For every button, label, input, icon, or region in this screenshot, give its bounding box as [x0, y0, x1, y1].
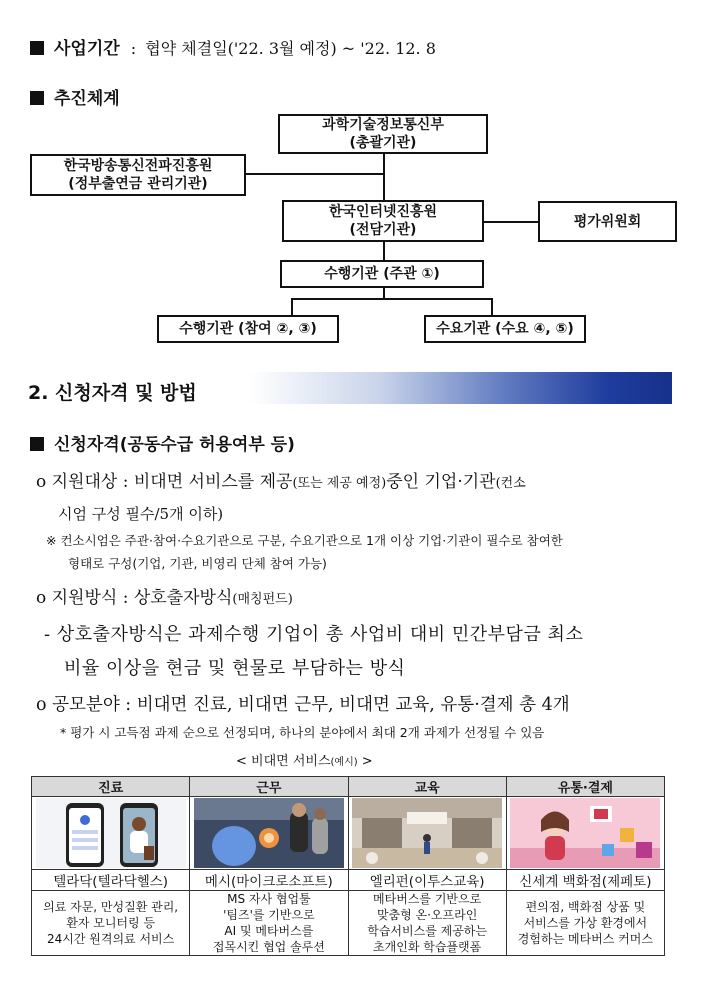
org-heading [30, 84, 120, 109]
table-desc-row [32, 891, 665, 956]
table-name-row [32, 870, 665, 891]
service-desc [348, 891, 506, 956]
service-name: 텔라닥(텔라닥헬스) [32, 870, 190, 891]
desc-line: 환자 모니터링 등 [66, 916, 156, 930]
table-header: 유통·결제 [506, 777, 664, 797]
teladoc-app-image [36, 798, 186, 868]
target-line-2: 시엄 구성 필수/5개 이하) [58, 505, 224, 523]
fields-line: ο 공모분야 : 비대면 진료, 비대면 근무, 비대면 교육, 유통·결제 총 4개 [36, 695, 570, 715]
desc-line: AI 및 메타버스를 [224, 924, 314, 938]
square-bullet-icon [30, 91, 44, 105]
org-box-nipa-name: 한국인터넷진흥원 [328, 204, 438, 220]
table-header-row [32, 777, 665, 797]
desc-line: 24시간 원격의료 서비스 [47, 932, 175, 946]
connector-line [383, 153, 385, 201]
table-caption [236, 750, 373, 769]
service-desc [506, 891, 664, 956]
org-box-kca-role: (정부출연금 관리기관) [68, 176, 208, 192]
org-box-eval-name: 평가위원회 [573, 213, 642, 230]
table-header: 근무 [190, 777, 348, 797]
square-bullet-icon [30, 437, 44, 451]
note-consortium-1: ※ 컨소시엄은 주관·참여·수요기관으로 구분, 수요기관으로 1개 이상 기업·기관이 필수로 참여한 [46, 533, 563, 548]
connector-line [245, 173, 384, 175]
method-desc-2: 비율 이상을 현금 및 현물로 부담하는 방식 [64, 658, 406, 679]
service-name: 신세계 백화점(제페토) [506, 870, 664, 891]
desc-line: 서비스를 가상 환경에서 [523, 916, 648, 930]
org-box-eval [538, 201, 677, 242]
target-note: (또는 제공 예정) [292, 476, 387, 491]
desc-line: 의료 자문, 만성질환 관리, [43, 900, 179, 914]
desc-line: 메타버스를 기반으로 [373, 892, 482, 906]
org-box-demand [424, 315, 586, 343]
org-box-nipa-role: (전담기관) [349, 222, 417, 238]
desc-line: 편의점, 백화점 상품 및 [525, 900, 646, 914]
connector-line [482, 221, 539, 223]
service-desc [32, 891, 190, 956]
zepeto-shinsegae-image [510, 798, 660, 868]
desc-line: 초개인화 학습플랫폼 [373, 940, 482, 954]
table-cell [190, 797, 348, 870]
table-image-row [32, 797, 665, 870]
table-header: 교육 [348, 777, 506, 797]
target-text: ο 지원대상 : 비대면 서비스를 제공 [36, 472, 293, 492]
caption-note: (예시) [330, 757, 358, 768]
qual-heading [30, 430, 295, 455]
mesh-vr-image [194, 798, 344, 868]
desc-line: 학습서비스를 제공하는 [367, 924, 487, 938]
desc-line: MS 자사 협업툴 [227, 892, 311, 906]
service-desc [190, 891, 348, 956]
desc-line: '팀즈'를 기반으로 [223, 908, 315, 922]
period-label: 사업기간 [54, 39, 120, 59]
table-cell [32, 797, 190, 870]
connector-line [491, 298, 493, 316]
connector-line [291, 298, 293, 316]
table-header: 진료 [32, 777, 190, 797]
org-box-nipa [282, 200, 484, 242]
org-box-msit-name: 과학기술정보통신부 [322, 117, 444, 133]
period-value: 협약 체결일('22. 3월 예정) ~ '22. 12. 8 [145, 39, 436, 58]
org-box-participant [157, 315, 339, 343]
target-note-2: (컨소 [495, 476, 526, 491]
table-cell [348, 797, 506, 870]
org-title: 추진체계 [54, 89, 120, 109]
elipen-metaverse-image [352, 798, 502, 868]
desc-line: 접목시킨 협업 솔루션 [212, 940, 325, 954]
note-consortium-2: 형태로 구성(기업, 기관, 비영리 단체 참여 가능) [68, 556, 327, 571]
caption-end: > [357, 754, 373, 769]
desc-line: 경험하는 메타버스 커머스 [517, 932, 653, 946]
org-box-kca [30, 154, 246, 196]
period-line [30, 34, 436, 59]
caption-text: < 비대면 서비스 [236, 754, 331, 769]
table-cell [506, 797, 664, 870]
target-text-mid: 중인 기업·기관 [386, 472, 496, 492]
period-colon: : [130, 39, 137, 58]
org-box-demand-name: 수요기관 (수요 ④, ⑤) [436, 321, 574, 337]
method-text: ο 지원방식 : 상호출자방식 [36, 588, 233, 608]
org-box-msit-role: (총괄기관) [349, 135, 417, 151]
org-box-participant-name: 수행기관 (참여 ②, ③) [179, 321, 317, 337]
org-box-lead-name: 수행기관 (주관 ①) [324, 266, 440, 282]
target-line [36, 470, 676, 496]
desc-line: 맞춤형 온·오프라인 [376, 908, 478, 922]
qual-title: 신청자격(공동수급 허용여부 등) [54, 435, 295, 455]
services-table [31, 776, 665, 956]
method-desc-1: - 상호출자방식은 과제수행 기업이 총 사업비 대비 민간부담금 최소 [44, 624, 584, 645]
org-box-kca-name: 한국방송통신전파진흥원 [63, 158, 213, 174]
connector-line [383, 242, 385, 261]
service-name: 엘리펀(이투스교육) [348, 870, 506, 891]
method-note: (매칭펀드) [232, 592, 293, 607]
square-bullet-icon [30, 41, 44, 55]
section2-title: 2. 신청자격 및 방법 [28, 382, 197, 404]
note-selection: * 평가 시 고득점 과제 순으로 선정되며, 하나의 분야에서 최대 2개 과제가 선정될 수 있음 [60, 725, 545, 740]
method-line [36, 586, 293, 612]
service-name: 메시(마이크로소프트) [190, 870, 348, 891]
connector-line [291, 298, 493, 300]
org-box-lead [280, 260, 484, 288]
org-box-msit [278, 114, 488, 154]
